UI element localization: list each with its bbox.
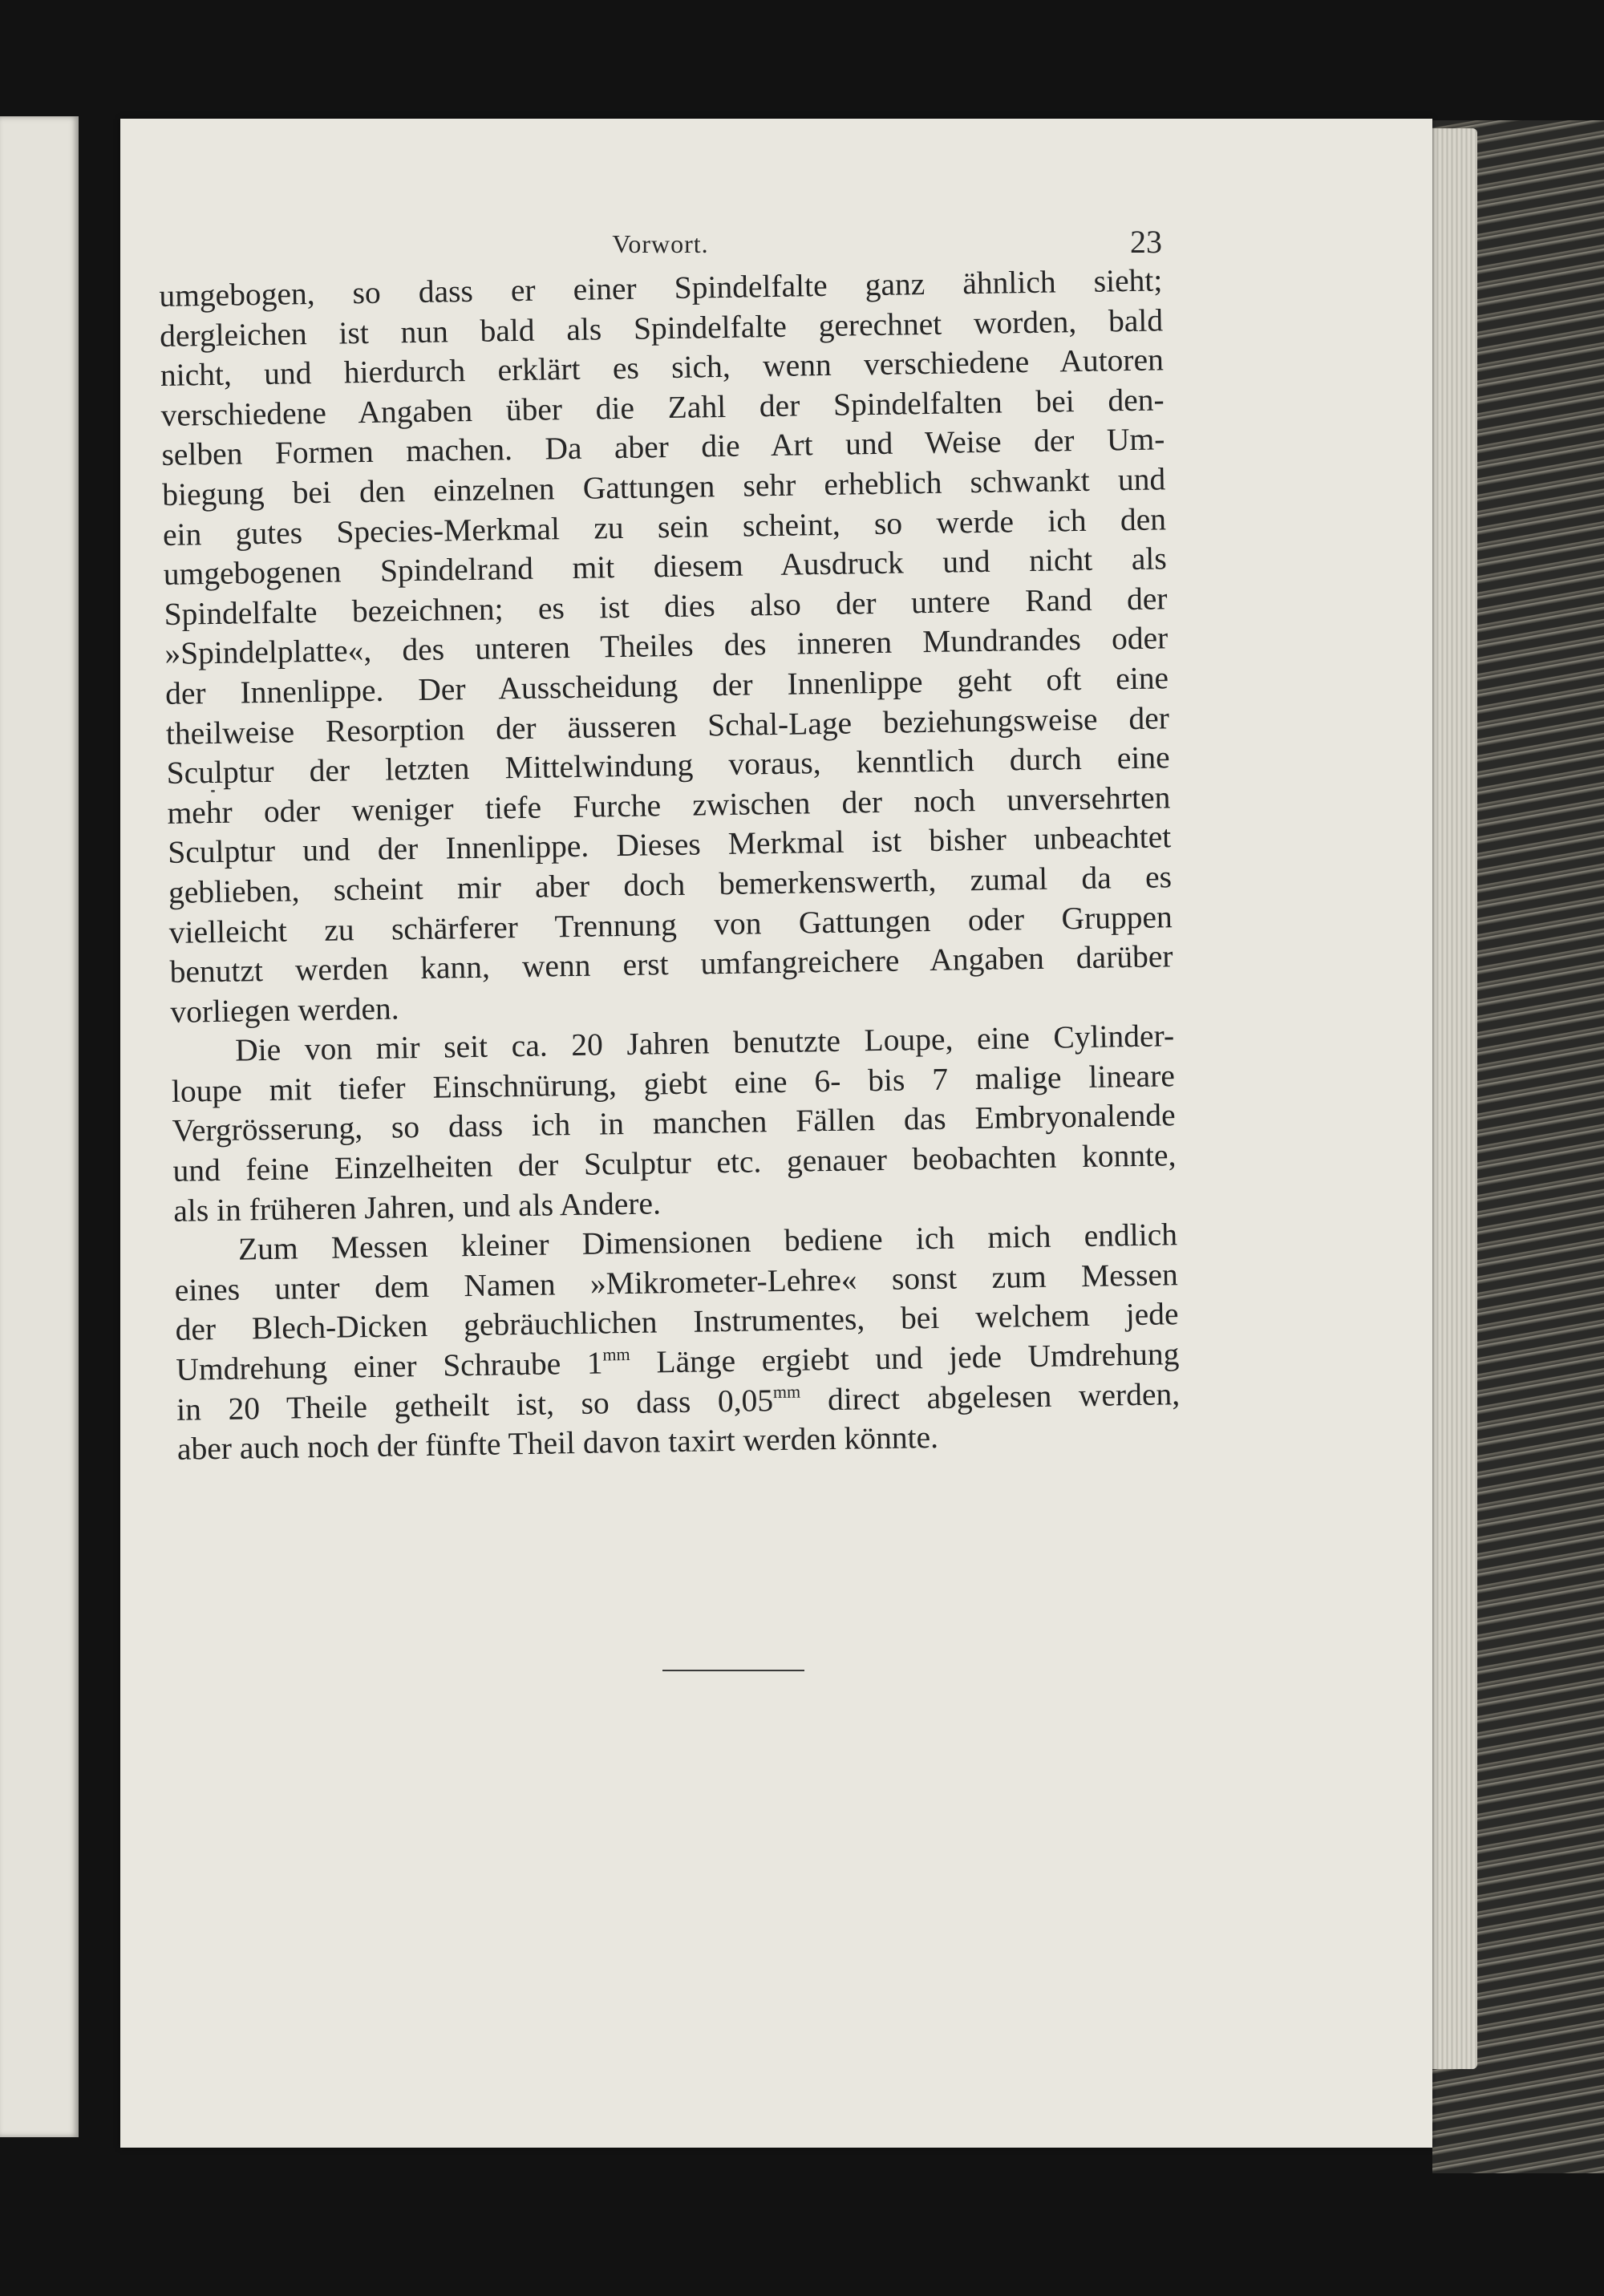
unit-superscript: mm [602,1343,630,1365]
text-segment: direct abgelesen werden, [800,1375,1181,1418]
text-line: Sculptur und der Innenlippe. Dieses Merkmal ist bisher unbeachtet [167,819,1172,871]
running-title: Vorwort. [612,229,709,258]
paragraph-1 [159,261,1174,1032]
text-line: der Innenlippe. Der Ausscheidung der Innenlippe geht oft eine [164,660,1169,711]
text-segment: Umdrehung einer Schraube 1 [176,1345,603,1387]
text-line: und feine Einzelheiten der Sculptur etc. genauer beobachten konnte, [172,1137,1177,1188]
text-line: Sculptur der letzten Mittelwindung voraus, kenntlich durch eine [166,739,1170,792]
page-header [159,223,1162,263]
text-line: »Spindelplatte«, des unteren Theiles des inneren Mundrandes oder [164,620,1169,672]
text-line: der Blech-Dicken gebräuchlichen Instrumentes, bei welchem jede [175,1296,1179,1348]
text-line: Die von mir seit ca. 20 Jahren benutzte Loupe, eine Cylinder- [234,1018,1175,1068]
paragraph-2 [171,1017,1177,1232]
text-line: selben Formen machen. Da aber die Art und Weise der Um- [161,421,1165,473]
text-line: theilweise Resorption der äusseren Schal-Lage beziehungsweise der [165,699,1170,751]
page-number: 23 [1130,224,1162,260]
text-line: Zum Messen kleiner Dimensionen bediene ich mich endlich [237,1217,1178,1267]
text-line: dergleichen ist nun bald als Spindelfalte gerechnet worden, bald [159,302,1164,354]
text-line: vorliegen werden. [170,990,399,1030]
text-line: Vergrösserung, so dass ich in manchen Fällen das Embryonalende [172,1097,1176,1149]
text-line: umgebogenen Spindelrand mit diesem Ausdruck und nicht als [163,541,1168,593]
page-stack-edge [1429,128,1477,2069]
text-line: ein gutes Species-Merkmal zu sein scheint, so werde ich den [162,500,1167,553]
text-line: verschiedene Angaben über die Zahl der Spindelfalten bei den- [160,382,1165,433]
text-segment: Länge ergiebt und jede Umdrehung [630,1336,1180,1380]
text-line: Spindelfalte bezeichnen; es ist dies also der untere Rand der [164,581,1168,632]
text-line: biegung bei den einzelnen Gattungen sehr erheblich schwankt und [161,461,1166,512]
text-line: aber auch noch der fünfte Theil davon taxirt werden könnte. [176,1419,939,1468]
text-line: umgebogen, so dass er einer Spindelfalte ganz ähnlich sieht; [159,262,1163,314]
text-line: benutzt werden kann, wenn erst umfangreichere Angaben darüber [169,938,1173,990]
text-line: eines unter dem Namen »Mikrometer-Lehre« sonst zum Messen [174,1257,1179,1308]
section-end-rule [662,1670,804,1671]
unit-superscript: mm [772,1381,801,1402]
text-line: als in früheren Jahren, und als Andere. [172,1184,662,1229]
text-line: nicht, und hierdurch erklärt es sich, wenn verschiedene Autoren [160,342,1165,394]
text-segment: in 20 Theile getheilt ist, so dass 0,05 [176,1382,774,1427]
text-line: vielleicht zu schärferer Trennung von Gattungen oder Gruppen [168,898,1173,950]
paragraph-3 [174,1215,1181,1469]
body-text [159,261,1181,1469]
facing-page-edge [0,116,79,2137]
text-line: loupe mit tiefer Einschnürung, giebt eine 6- bis 7 malige lineare [171,1058,1176,1109]
text-line: geblieben, scheint mir aber doch bemerkenswerth, zumal da es [168,859,1173,910]
text-line: mehr oder weniger tiefe Furche zwischen der noch unversehrten [167,779,1171,831]
